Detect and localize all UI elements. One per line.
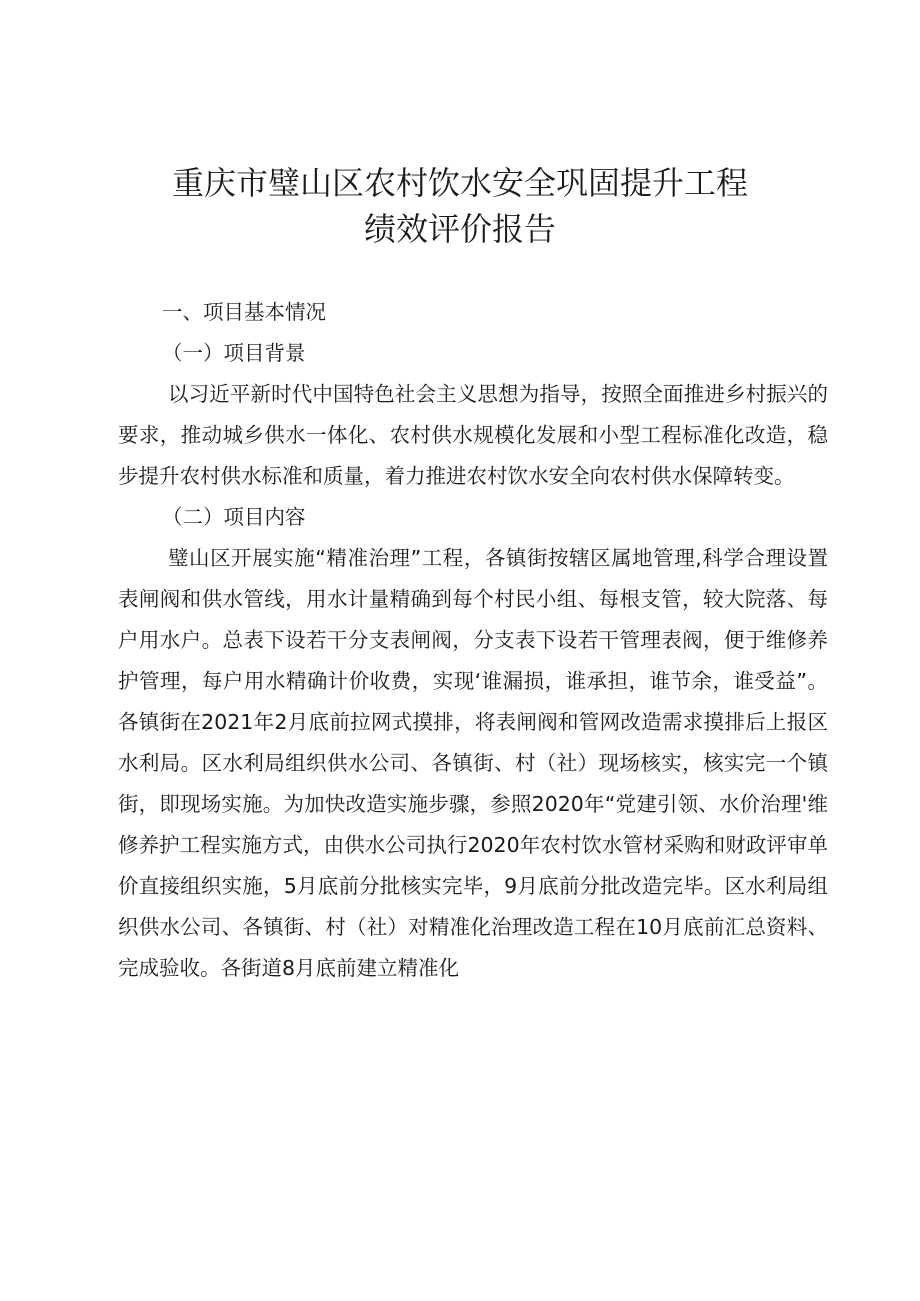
subsection-heading-content: （二）项目内容 [162, 505, 306, 529]
section-heading-basic-info: 一、项目基本情况 [162, 300, 326, 324]
title-line-2: 绩效评价报告 [363, 210, 556, 248]
paragraph-content: 璧山区开展实施“精准治理”工程，各镇街按辖区属地管理,科学合理设置表闸阀和供水管线，用水计量精确到每个村民小组、每根支管，较大院落、每户用水户。总表下设若干分支表闸阀，分支表下设若干管理表阀，便于维修养护管理，每户用水精确计价收费，实现‘谁漏损，谁承担，谁节余，谁受益”。各镇街在2021年2月底前拉网式摸排，将表闸阀和管网改造需求摸排后上报区水利局。区水利局组织供水公司、各镇街、村（社）现场核实，核实完一个镇街，即现场实施。为加快改造实施步骤，参照2020年“党建引领、水价治理'维修养护工程实施方式，由供水公司执行2020年农村饮水管材采购和财政评审单价直接组织实施，5月底前分批核实完毕，9月底前分批改造完毕。区水利局组织供水公司、各镇街、村（社）对精准化治理改造工程在10月底前汇总资料、完成验收。各街道8月底前建立精准化 [118, 546, 828, 980]
document-body [118, 292, 828, 989]
document-title [0, 160, 920, 252]
title-line-1: 重庆市璧山区农村饮水安全巩固提升工程 [171, 164, 748, 202]
subsection-heading-background: （一）项目背景 [162, 341, 306, 365]
paragraph-background: 以习近平新时代中国特色社会主义思想为指导，按照全面推进乡村振兴的要求，推动城乡供水一体化、农村供水规模化发展和小型工程标准化改造，稳步提升农村供水标准和质量，着力推进农村饮水安全向农村供水保障转变。 [118, 382, 828, 488]
